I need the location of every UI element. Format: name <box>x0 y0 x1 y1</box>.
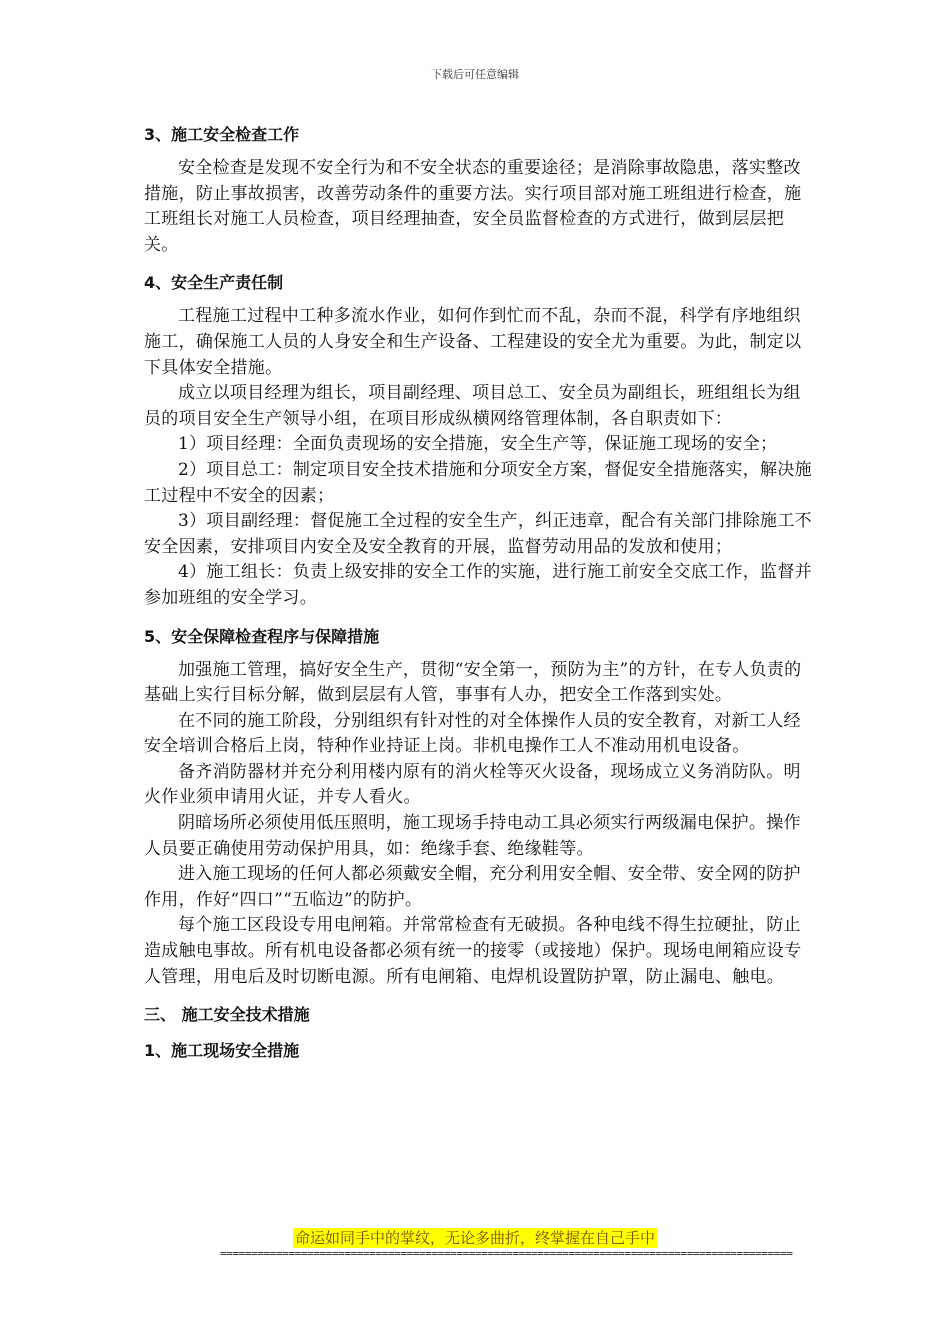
section-heading: 1、施工现场安全措施 <box>144 1041 300 1061</box>
paragraph: 在不同的施工阶段，分别组织有针对性的对全体操作人员的安全教育，对新工人经安全培训合格后上岗，特种作业持证上岗。非机电操作工人不准动用机电设备。 <box>144 710 801 757</box>
list-item: 1）项目经理：全面负责现场的安全措施，安全生产等，保证施工现场的安全； <box>178 434 778 455</box>
section-heading: 5、安全保障检查程序与保障措施 <box>144 626 380 646</box>
paragraph: 成立以项目经理为组长，项目副经理、项目总工、安全员为副组长，班组组长为组员的项目安全生产领导小组，在项目形成纵横网络管理体制，各自职责如下： <box>144 383 801 429</box>
paragraph: 进入施工现场的任何人都必须戴安全帽，充分利用安全帽、安全带、安全网的防护作用，作好“四口”“五临边”的防护。 <box>144 864 801 910</box>
list-item: 2）项目总工：制定项目安全技术措施和分项安全方案，督促安全措施落实，解决施工过程中不安全的因素； <box>144 459 812 506</box>
paragraph: 阴暗场所必须使用低压照明，施工现场手持电动工具必须实行两级漏电保护。操作人员要正确使用劳动保护用具，如：绝缘手套、绝缘鞋等。 <box>144 813 801 859</box>
paragraph: 工程施工过程中工种多流水作业，如何作到忙而不乱，杂而不混，科学有序地组织施工，确保施工人员的人身安全和生产设备、工程建设的安全尤为重要。为此，制定以下具体安全措施。 <box>144 306 802 378</box>
paragraph: 备齐消防器材并充分利用楼内原有的消火栓等灭火设备，现场成立义务消防队。明火作业须申请用火证，并专人看火。 <box>144 761 801 808</box>
footer-motto <box>0 1227 950 1248</box>
footer-divider: ============================================================================================ <box>220 1247 793 1260</box>
paragraph: 安全检查是发现不安全行为和不安全状态的重要途径；是消除事故隐患，落实整改措施，防止事故损害，改善劳动条件的重要方法。实行项目部对施工班组进行检查，施工班组长对施工人员检查，项目经理抽查，安全员监督检查的方式进行，做到层层把关。 <box>144 158 802 255</box>
footer-motto-text: 命运如同手中的掌纹，无论多曲折，终掌握在自己手中 <box>294 1229 655 1247</box>
chapter-heading: 三、 施工安全技术措施 <box>144 1005 310 1025</box>
list-item: 4）施工组长：负责上级安排的安全工作的实施，进行施工前安全交底工作，监督并参加班组的安全学习。 <box>144 562 812 608</box>
section-heading: 3、施工安全检查工作 <box>144 125 300 144</box>
paragraph: 加强施工管理，搞好安全生产，贯彻“安全第一，预防为主”的方针，在专人负责的基础上实行目标分解，做到层层有人管，事事有人办，把安全工作落到实处。 <box>144 659 802 706</box>
document-body <box>144 122 812 1072</box>
paragraph: 每个施工区段设专用电闸箱。并常常检查有无破损。各种电线不得生拉硬扯，防止造成触电事故。所有机电设备都必须有统一的接零（或接地）保护。现场电闸箱应设专人管理，用电后及时切断电源。所有电闸箱、电焊机设置防护罩，防止漏电、触电。 <box>144 915 802 987</box>
list-item: 3）项目副经理：督促施工全过程的安全生产，纠正违章，配合有关部门排除施工不安全因素，安排项目内安全及安全教育的开展，监督劳动用品的发放和使用； <box>144 511 812 557</box>
page-header-note: 下载后可任意编辑 <box>431 68 519 81</box>
section-heading: 4、安全生产责任制 <box>144 273 284 293</box>
